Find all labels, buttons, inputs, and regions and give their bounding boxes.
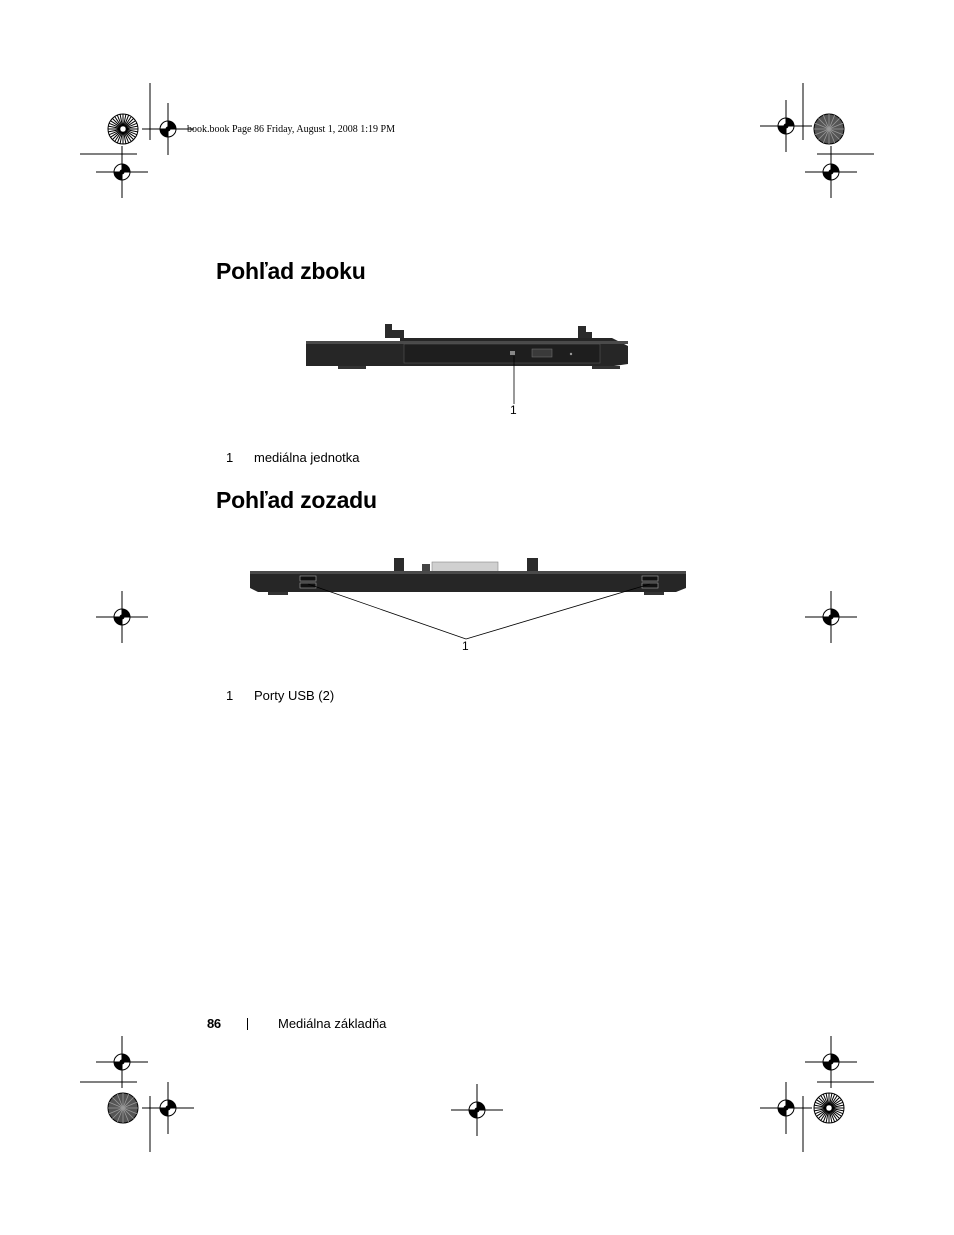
foot-left	[338, 366, 366, 369]
latch-right	[578, 326, 592, 340]
connector-post	[422, 564, 430, 572]
callout-number: 1	[510, 403, 517, 417]
drive-led	[510, 351, 515, 355]
foot-right	[592, 366, 620, 369]
side-view-figure	[300, 320, 640, 420]
foot-left	[268, 592, 288, 595]
usb-port-left-2	[300, 583, 316, 588]
legend-number: 1	[226, 450, 234, 465]
legend-text: mediálna jednotka	[254, 450, 360, 465]
section-side-view	[216, 258, 366, 285]
latch-left	[385, 324, 404, 338]
section-back-view	[216, 487, 377, 514]
back-view-figure	[244, 550, 694, 660]
legend-text: Porty USB (2)	[254, 688, 335, 703]
body-top-highlight	[250, 571, 686, 574]
latch-right	[527, 558, 538, 572]
usb-port-right	[642, 576, 658, 581]
dock-body	[250, 572, 686, 592]
callout-line-right	[466, 584, 650, 639]
section-title-back-view: Pohľad zozadu	[216, 487, 377, 513]
legend-number: 1	[226, 688, 234, 703]
docking-connector	[432, 562, 498, 572]
eject-button	[532, 349, 552, 357]
usb-port-left	[300, 576, 316, 581]
emergency-eject-hole	[570, 353, 572, 355]
chapter-title: Mediálna základňa	[278, 1016, 387, 1031]
callout-line-left	[308, 584, 466, 639]
section-title-side-view: Pohľad zboku	[216, 258, 366, 284]
latch-left	[394, 558, 404, 572]
body-top-highlight	[306, 341, 628, 344]
page-number: 86	[207, 1016, 221, 1031]
print-header-slug: book.book Page 86 Friday, August 1, 2008 1:19 PM	[187, 124, 395, 135]
foot-right	[644, 592, 664, 595]
footer-separator	[247, 1018, 248, 1030]
callout-number: 1	[462, 639, 469, 653]
